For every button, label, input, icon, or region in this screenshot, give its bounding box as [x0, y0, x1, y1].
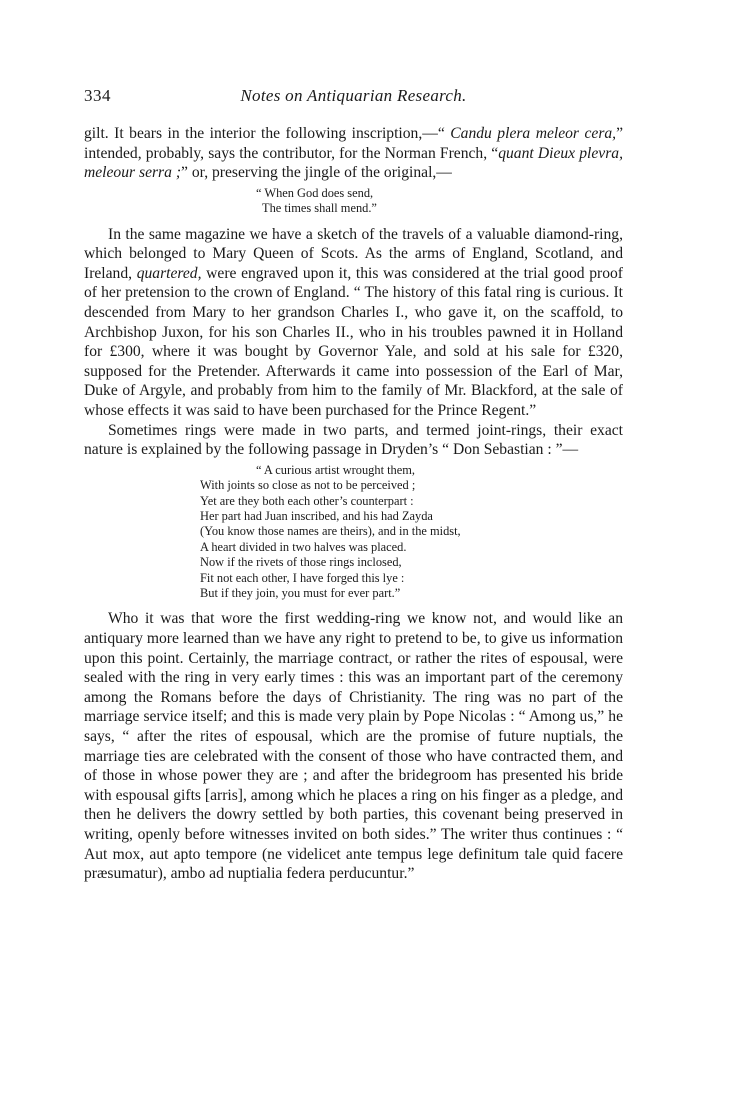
para2-text2: were engraved upon it, this was considered at the trial good proof of her pretension to the crown of England. “ The history of this fatal ring is curious. It descended from Mary to her grandson Charles I., who gave it, on the scaffold, to Archbishop Juxon, for his son Charles II., who in his troubles pawned it in Holland for £300, where it was bought by Governor Yale, and sold at his sale for £320, supposed for the Pretender. Afterwards it came into possession of the Earl of Mar, Duke of Argyle, and probably from him to the family of Mr. Blackford, at the sale of whose effects it was said to have been purchased for the Prince Regent.” — [84, 264, 623, 419]
verse-line: Yet are they both each other’s counterpart : — [200, 493, 414, 508]
para4-text: Who it was that wore the first wedding-ring we know not, and would like an antiquary more learned than we have any right to pretend to be, to give us information upon this point. Certainly, the marriage contract, or rather the rites of espousal, were sealed with the ring in very early times : this was an important part of the ceremony among the Romans before the days of Christianity. The ring was no part of the marriage service itself; and this is made very plain by Pope Nicolas : “ Among us,” he says, “ after the rites of espousal, which are the promise of future nuptials, the marriage ties are celebrated with the consent of those who have contracted them, and of those in whose power they are ; and after the bridegroom has presented his bride with espousal gifts [arris], among which he places a ring on his finger as a pledge, and then he delivers the dowry settled by both parties, this covenant being preserved in writing, openly before witnesses invited on both sides.” The writer thus continues : “ Aut mox, aut apto tempore (ne videlicet ante tempus lege definitum tale quid facere præsumatur), ambo ad nuptialia federa perducuntur.” — [84, 610, 623, 883]
verse-line: The times shall mend.” — [262, 201, 377, 216]
book-page — [84, 86, 623, 884]
verse-line: Her part had Juan inscribed, and his had Zayda — [200, 508, 433, 523]
para2-italic1: quartered, — [136, 264, 202, 282]
verse-line: (You know those names are theirs), and in the midst, — [200, 524, 461, 539]
paragraph-joint-rings — [84, 421, 623, 460]
verse-line: But if they join, you must for ever part.” — [200, 585, 401, 600]
para1-italic2: quant Dieux plevra, meleour serra ; — [84, 144, 623, 182]
verse-line: Fit not each other, I have forged this lye : — [200, 570, 405, 585]
page-number: 334 — [84, 86, 111, 105]
verse-line: A heart divided in two halves was placed. — [200, 539, 407, 554]
para1-text2: ” intended, probably, says the contributor, for the Norman French, “ — [84, 125, 623, 162]
verse-line: With joints so close as not to be perceived ; — [200, 478, 416, 493]
para2-text1: In the same magazine we have a sketch of the travels of a valuable diamond-ring, which belonged to Mary Queen of Scots. As the arms of England, Scotland, and Ireland, — [84, 225, 623, 282]
paragraph-wedding-ring — [84, 609, 623, 883]
para1-italic1: Candu plera meleor cera, — [450, 125, 617, 142]
verse-line: “ A curious artist wrought them, — [256, 462, 415, 477]
para3-text: Sometimes rings were made in two parts, and termed joint-rings, their exact nature is explained by the following passage in Dryden’s “ Don Sebastian : ”— — [84, 421, 623, 459]
running-title: Notes on Antiquarian Research. — [240, 86, 467, 105]
para1-text1: gilt. It bears in the interior the following inscription,—“ — [84, 125, 451, 142]
running-head — [84, 86, 623, 110]
verse-line: “ When God does send, — [256, 185, 374, 200]
paragraph-diamond-ring — [84, 225, 623, 421]
verse-line: Now if the rivets of those rings inclosed, — [200, 555, 402, 570]
verse-when-god-does-send — [84, 186, 623, 217]
para1-text3: ” or, preserving the jingle of the original,— — [181, 164, 452, 182]
paragraph-inscription — [84, 124, 623, 183]
verse-don-sebastian — [84, 463, 623, 602]
